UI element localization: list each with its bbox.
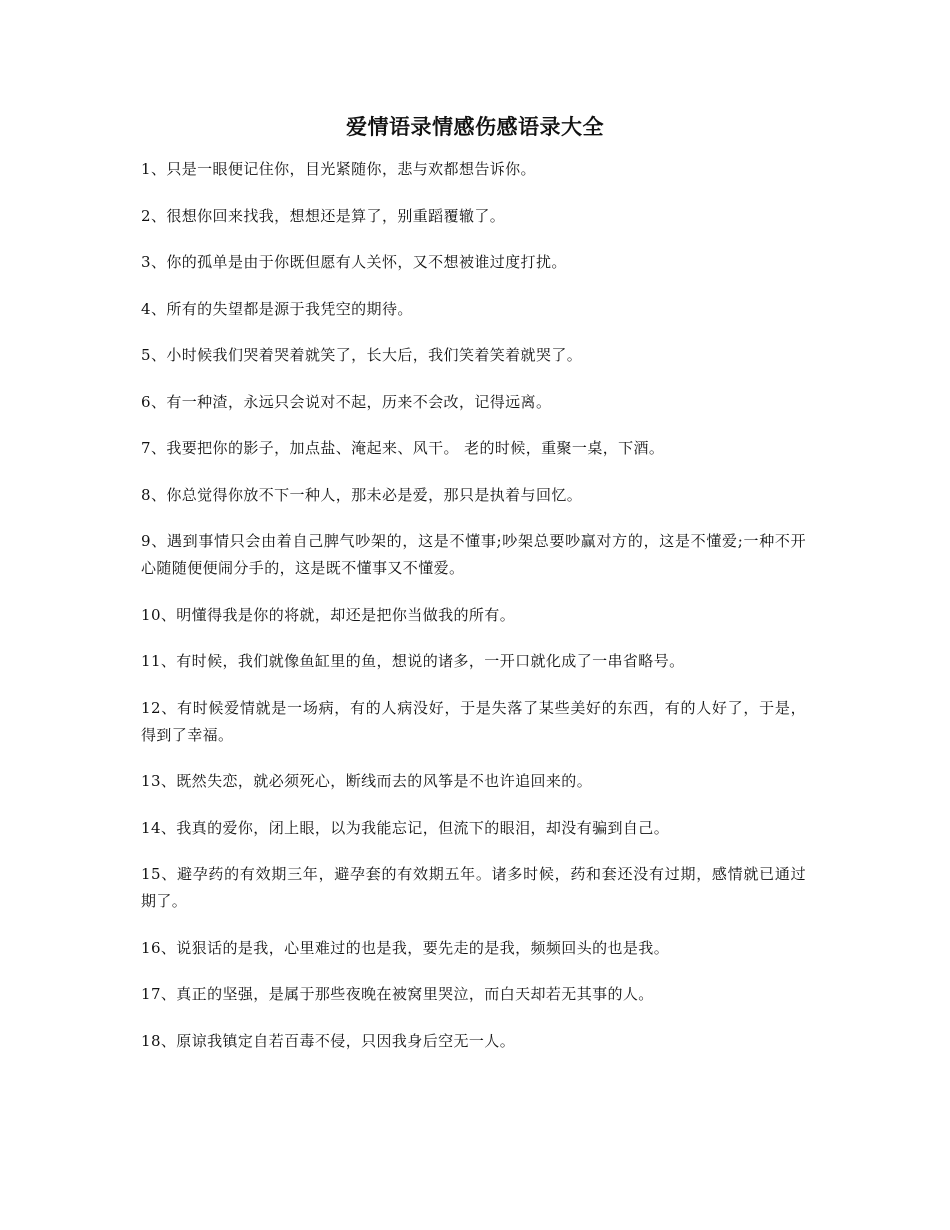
quote-item-10: 10、明懂得我是你的将就，却还是把你当做我的所有。 bbox=[141, 605, 516, 624]
quote-item-9: 9、遇到事情只会由着自己脾气吵架的，这是不懂事;吵架总要吵赢对方的，这是不懂爱;一种不开心随随便便闹分手的，这是既不懂事又不懂爱。 bbox=[141, 532, 806, 577]
quote-item-3: 3、你的孤单是由于你既但愿有人关怀，又不想被谁过度打扰。 bbox=[141, 253, 567, 271]
quote-item-8: 8、你总觉得你放不下一种人，那未必是爱，那只是执着与回忆。 bbox=[141, 485, 583, 504]
quote-item-12: 12、有时候爱情就是一场病，有的人病没好，于是失落了某些美好的东西，有的人好了，于是，得到了幸福。 bbox=[141, 698, 806, 744]
quote-item-5: 5、小时候我们哭着哭着就笑了，长大后，我们笑着笑着就哭了。 bbox=[141, 346, 583, 364]
quote-item-16: 16、说狠话的是我，心里难过的也是我，要先走的是我，频频回头的也是我。 bbox=[141, 938, 670, 957]
document-title: 爱情语录情感伤感语录大全 bbox=[346, 115, 604, 139]
quote-item-17: 17、真正的坚强，是属于那些夜晚在被窝里哭泣，而白天却若无其事的人。 bbox=[141, 985, 654, 1003]
quote-list bbox=[141, 156, 806, 1074]
quote-item-15: 15、避孕药的有效期三年，避孕套的有效期五年。诸多时候，药和套还没有过期，感情就已通过期了。 bbox=[141, 865, 806, 910]
quote-item-7: 7、我要把你的影子，加点盐、淹起来、风干。 老的时候，重聚一桌，下酒。 bbox=[141, 439, 665, 457]
quote-item-18: 18、原谅我镇定自若百毒不侵，只因我身后空无一人。 bbox=[141, 1031, 516, 1050]
quote-item-4: 4、所有的失望都是源于我凭空的期待。 bbox=[141, 299, 413, 318]
quote-item-14: 14、我真的爱你，闭上眼，以为我能忘记，但流下的眼泪，却没有骗到自己。 bbox=[141, 818, 670, 837]
quote-item-6: 6、有一种渣，永远只会说对不起，历来不会改，记得远离。 bbox=[141, 392, 552, 411]
quote-item-1: 1、只是一眼便记住你，目光紧随你，悲与欢都想告诉你。 bbox=[141, 160, 536, 178]
quote-item-11: 11、有时候，我们就像鱼缸里的鱼，想说的诸多，一开口就化成了一串省略号。 bbox=[141, 652, 685, 670]
quote-item-2: 2、很想你回来找我，想想还是算了，别重蹈覆辙了。 bbox=[141, 206, 506, 225]
quote-item-13: 13、既然失恋，就必须死心，断线而去的风筝是不也许追回来的。 bbox=[141, 772, 593, 790]
